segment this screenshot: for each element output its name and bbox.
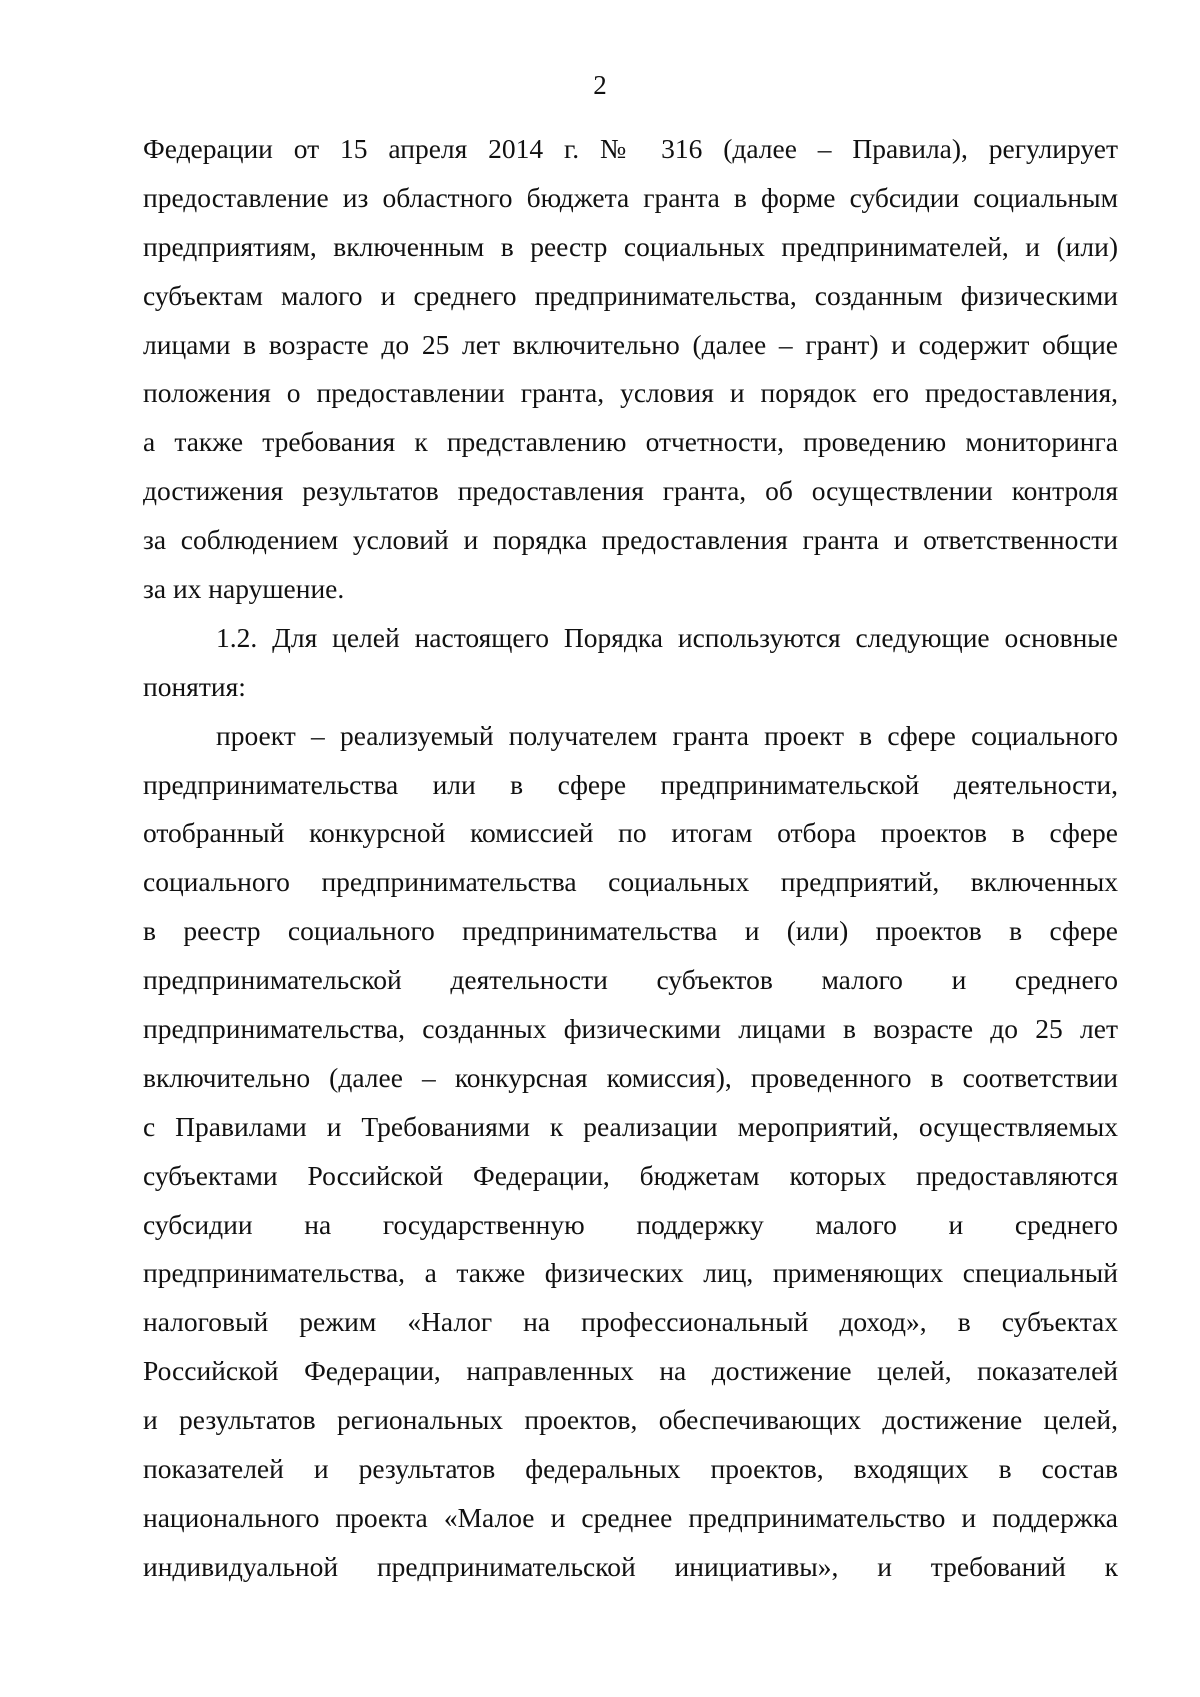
text-line: отобранный конкурсной комиссией по итогам отбора проектов в сфере [143, 817, 1118, 849]
text-line: за их нарушение. [143, 573, 345, 605]
text-line: с Правилами и Требованиями к реализации мероприятий, осуществляемых [143, 1110, 1118, 1142]
text-line: предоставление из областного бюджета гранта в форме субсидии социальным [143, 181, 1118, 213]
text-line: национального проекта «Малое и среднее предпринимательство и поддержка [143, 1501, 1118, 1533]
page-number: 2 [593, 70, 607, 100]
document-body [143, 131, 1118, 1598]
text-line: социального предпринимательства социальных предприятий, включенных [143, 866, 1118, 898]
text-line: достижения результатов предоставления гранта, об осуществлении контроля [143, 475, 1118, 507]
text-line: положения о предоставлении гранта, условия и порядок его предоставления, [143, 377, 1118, 409]
text-line: предприятиям, включенным в реестр социальных предпринимателей, и (или) [143, 230, 1118, 262]
text-line: показателей и результатов федеральных проектов, входящих в состав [143, 1453, 1118, 1485]
text-line: Российской Федерации, направленных на достижение целей, показателей [143, 1355, 1118, 1387]
text-line: понятия: [143, 670, 246, 702]
text-line: включительно (далее – конкурсная комиссия), проведенного в соответствии [143, 1061, 1118, 1093]
text-line: субсидии на государственную поддержку малого и среднего [143, 1208, 1118, 1240]
text-line: предпринимательства, созданных физическими лицами в возрасте до 25 лет [143, 1013, 1118, 1045]
text-line: налоговый режим «Налог на профессиональный доход», в субъектах [143, 1306, 1118, 1338]
text-line: индивидуальной предпринимательской инициативы», и требований к [143, 1550, 1118, 1582]
text-line: лицами в возрасте до 25 лет включительно (далее – грант) и содержит общие [143, 328, 1118, 360]
text-line: предпринимательской деятельности субъектов малого и среднего [143, 964, 1118, 996]
text-line: предпринимательства, а также физических лиц, применяющих специальный [143, 1257, 1118, 1289]
text-line: а также требования к представлению отчетности, проведению мониторинга [143, 426, 1118, 458]
text-line: предпринимательства или в сфере предпринимательской деятельности, [143, 768, 1118, 800]
text-line: Федерации от 15 апреля 2014 г. № 316 (далее – Правила), регулирует [143, 133, 1118, 164]
text-line: и результатов региональных проектов, обеспечивающих достижение целей, [143, 1404, 1118, 1436]
text-line: в реестр социального предпринимательства и (или) проектов в сфере [143, 915, 1118, 947]
text-line: за соблюдением условий и порядка предоставления гранта и ответственности [143, 524, 1118, 556]
text-line: субъектам малого и среднего предпринимательства, созданным физическими [143, 279, 1118, 311]
text-line: 1.2. Для целей настоящего Порядка используются следующие основные [216, 621, 1118, 653]
text-line: проект – реализуемый получателем гранта проект в сфере социального [216, 719, 1118, 751]
text-line: субъектами Российской Федерации, бюджетам которых предоставляются [143, 1159, 1118, 1191]
